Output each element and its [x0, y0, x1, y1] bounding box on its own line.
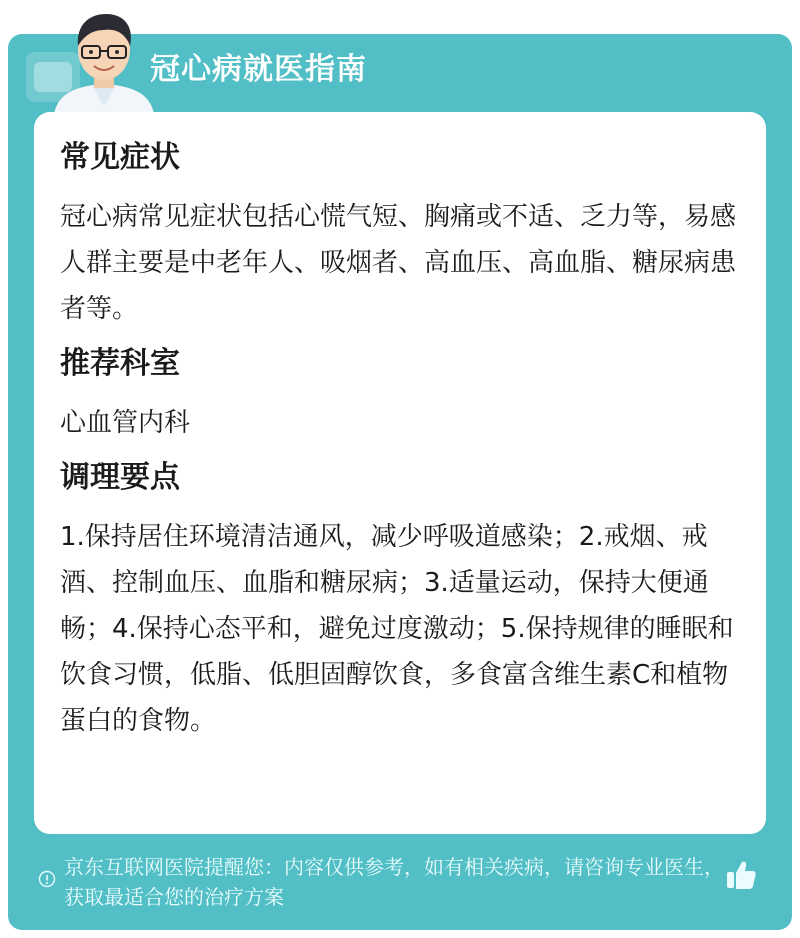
section-title-care: 调理要点: [60, 460, 180, 495]
section-body-care: 1.保持居住环境清洁通风，减少呼吸道感染；2.戒烟、戒酒、控制血压、血脂和糖尿病；3.适量运动，保持大便通畅；4.保持心态平和，避免过度激动；5.保持规律的睡眠和饮食习惯，低脂、低胆固醇饮食，多食富含维生素C和植物蛋白的食物。: [60, 522, 734, 736]
section-body-symptoms: 冠心病常见症状包括心慌气短、胸痛或不适、乏力等，易感人群主要是中老年人、吸烟者、高血压、高血脂、糖尿病患者等。: [60, 202, 737, 324]
page-title: 冠心病就医指南: [150, 52, 367, 87]
section-title-symptoms: 常见症状: [60, 140, 180, 175]
footer-notice: 京东互联网医院提醒您：内容仅供参考，如有相关疾病，请咨询专业医生，获取最适合您的治疗方案: [64, 855, 724, 909]
doctor-avatar-icon: [44, 6, 164, 114]
content-area: [60, 128, 740, 744]
thumbs-up-icon[interactable]: [724, 858, 758, 892]
info-icon: [38, 870, 56, 888]
section-body-department: 心血管内科: [60, 408, 191, 438]
section-title-department: 推荐科室: [60, 346, 180, 381]
